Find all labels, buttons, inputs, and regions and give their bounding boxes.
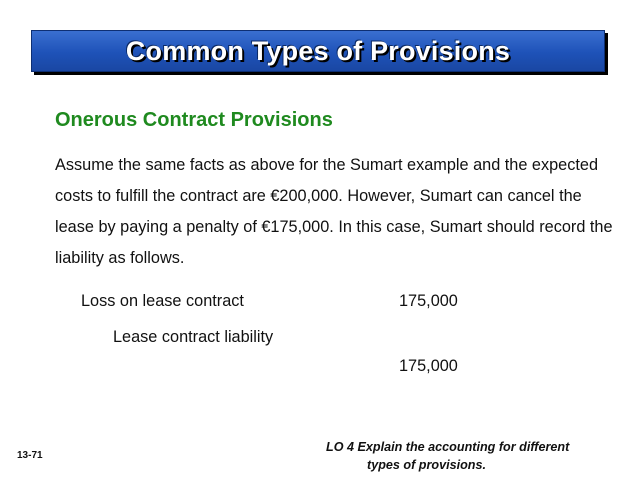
title-banner	[31, 30, 605, 72]
credit-amount: 175,000	[399, 357, 458, 375]
learning-objective-line1: LO 4 Explain the accounting for different	[326, 440, 570, 454]
body-paragraph: Assume the same facts as above for the Sumart example and the expected costs to fulfill the contract are €200,000. However, Sumart can cancel the lease by paying a penalty of €175,000. In this case, Sumart should record the liability as follows.	[55, 156, 613, 267]
credit-account: Lease contract liability	[113, 328, 274, 346]
slide-number: 13-71	[17, 450, 43, 461]
slide-title: Common Types of Provisions	[125, 35, 511, 66]
learning-objective	[326, 438, 626, 474]
debit-account: Loss on lease contract	[81, 292, 244, 310]
debit-amount: 175,000	[399, 292, 458, 310]
section-heading: Onerous Contract Provisions	[55, 109, 333, 131]
learning-objective-line2: types of provisions.	[367, 458, 486, 472]
